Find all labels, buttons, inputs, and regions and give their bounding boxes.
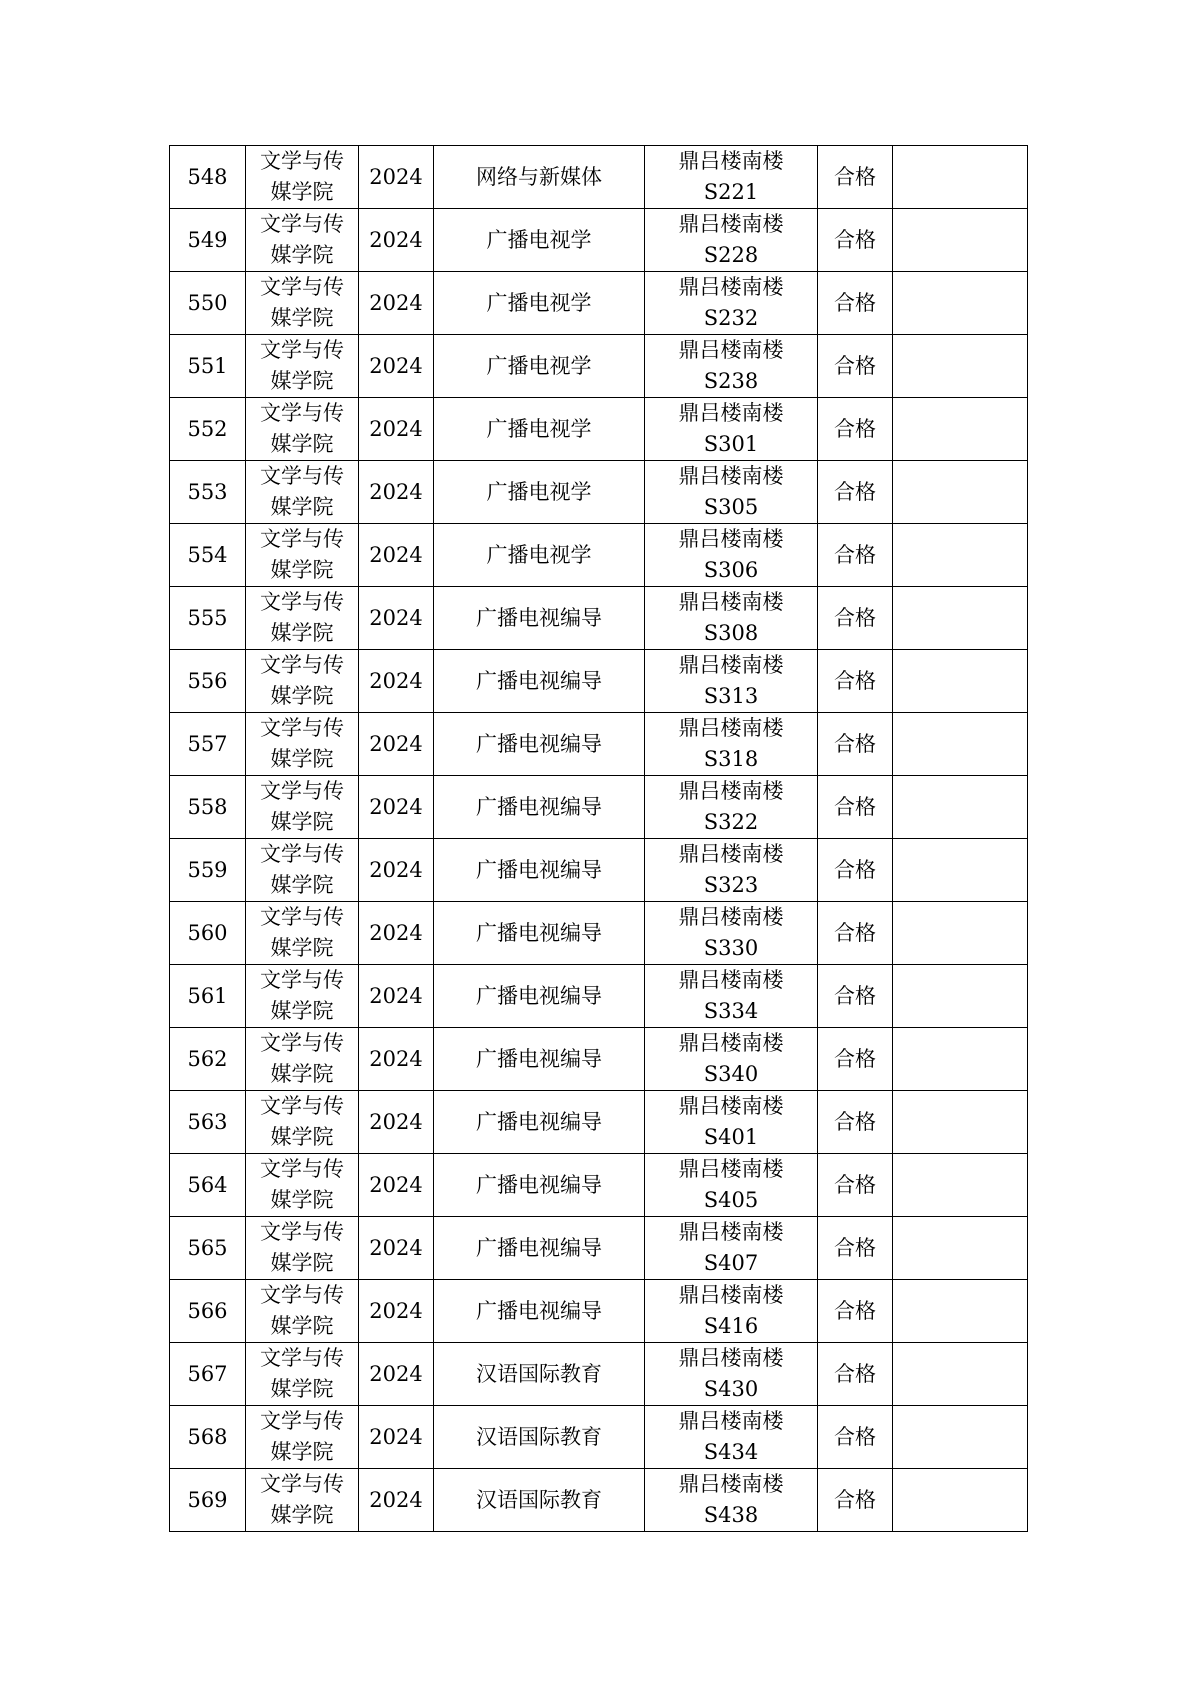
row-number-cell: 553: [170, 461, 246, 524]
year-cell: 2024: [359, 146, 434, 209]
year-cell: 2024: [359, 1280, 434, 1343]
note-cell: [893, 839, 1028, 902]
college-cell-line: 文学与传: [260, 212, 344, 236]
room-cell-line: S305: [703, 495, 759, 519]
room-cell-line: 鼎吕楼南楼: [678, 1409, 784, 1433]
college-cell-line: 媒学院: [270, 369, 334, 393]
row-number-cell: 562: [170, 1028, 246, 1091]
college-cell-line: 媒学院: [270, 1377, 334, 1401]
note-cell: [893, 1280, 1028, 1343]
table-row: [170, 776, 1028, 839]
major-cell: 广播电视学: [434, 461, 645, 524]
room-cell-line: 鼎吕楼南楼: [678, 338, 784, 362]
room-cell-line: S416: [703, 1314, 759, 1338]
result-cell: 合格: [818, 1091, 893, 1154]
college-cell-line: 媒学院: [270, 810, 334, 834]
note-cell: [893, 1028, 1028, 1091]
room-cell-line: S318: [703, 747, 759, 771]
college-cell-line: 文学与传: [260, 1409, 344, 1433]
room-cell-line: 鼎吕楼南楼: [678, 842, 784, 866]
result-cell: 合格: [818, 1217, 893, 1280]
row-number-cell: 548: [170, 146, 246, 209]
room-cell-line: S430: [703, 1377, 759, 1401]
row-number-cell: 552: [170, 398, 246, 461]
note-cell: [893, 398, 1028, 461]
major-cell: 网络与新媒体: [434, 146, 645, 209]
table-row: [170, 587, 1028, 650]
major-cell: 广播电视编导: [434, 839, 645, 902]
major-cell: 广播电视编导: [434, 1154, 645, 1217]
room-cell-line: S407: [703, 1251, 759, 1275]
note-cell: [893, 1091, 1028, 1154]
room-cell: [645, 587, 818, 650]
table-row: [170, 398, 1028, 461]
row-number-cell: 556: [170, 650, 246, 713]
room-cell: [645, 1028, 818, 1091]
year-cell: 2024: [359, 1217, 434, 1280]
room-cell-line: S322: [703, 810, 759, 834]
room-cell-line: 鼎吕楼南楼: [678, 527, 784, 551]
result-cell: 合格: [818, 713, 893, 776]
row-number-cell: 549: [170, 209, 246, 272]
room-cell-line: 鼎吕楼南楼: [678, 1157, 784, 1181]
year-cell: 2024: [359, 335, 434, 398]
college-cell-line: 媒学院: [270, 243, 334, 267]
year-cell: 2024: [359, 524, 434, 587]
college-cell: [246, 965, 359, 1028]
college-cell-line: 文学与传: [260, 779, 344, 803]
college-cell-line: 媒学院: [270, 1125, 334, 1149]
room-cell-line: 鼎吕楼南楼: [678, 590, 784, 614]
major-cell: 汉语国际教育: [434, 1469, 645, 1532]
year-cell: 2024: [359, 839, 434, 902]
result-cell: 合格: [818, 461, 893, 524]
college-cell-line: 媒学院: [270, 747, 334, 771]
year-cell: 2024: [359, 902, 434, 965]
major-cell: 广播电视编导: [434, 1217, 645, 1280]
major-cell: 汉语国际教育: [434, 1343, 645, 1406]
table-row: [170, 1280, 1028, 1343]
year-cell: 2024: [359, 965, 434, 1028]
major-cell: 广播电视编导: [434, 1028, 645, 1091]
table-row: [170, 650, 1028, 713]
result-cell: 合格: [818, 1406, 893, 1469]
result-cell: 合格: [818, 776, 893, 839]
college-cell: [246, 461, 359, 524]
college-cell: [246, 1343, 359, 1406]
note-cell: [893, 713, 1028, 776]
year-cell: 2024: [359, 587, 434, 650]
row-number-cell: 551: [170, 335, 246, 398]
college-cell: [246, 1091, 359, 1154]
college-cell-line: 文学与传: [260, 653, 344, 677]
room-cell: [645, 776, 818, 839]
note-cell: [893, 1217, 1028, 1280]
note-cell: [893, 335, 1028, 398]
college-cell-line: 媒学院: [270, 873, 334, 897]
year-cell: 2024: [359, 713, 434, 776]
row-number-cell: 558: [170, 776, 246, 839]
result-cell: 合格: [818, 335, 893, 398]
room-cell: [645, 146, 818, 209]
room-cell: [645, 902, 818, 965]
result-cell: 合格: [818, 902, 893, 965]
room-cell: [645, 839, 818, 902]
room-cell-line: 鼎吕楼南楼: [678, 212, 784, 236]
result-cell: 合格: [818, 1343, 893, 1406]
result-cell: 合格: [818, 209, 893, 272]
result-cell: 合格: [818, 1469, 893, 1532]
room-cell: [645, 524, 818, 587]
college-cell-line: 文学与传: [260, 1346, 344, 1370]
result-cell: 合格: [818, 146, 893, 209]
room-cell-line: S308: [703, 621, 759, 645]
college-cell: [246, 1469, 359, 1532]
college-cell-line: 文学与传: [260, 149, 344, 173]
table-row: [170, 1343, 1028, 1406]
year-cell: 2024: [359, 1091, 434, 1154]
table-row: [170, 335, 1028, 398]
table-row: [170, 1217, 1028, 1280]
college-cell-line: 文学与传: [260, 905, 344, 929]
college-cell: [246, 272, 359, 335]
college-cell-line: 媒学院: [270, 1188, 334, 1212]
year-cell: 2024: [359, 1469, 434, 1532]
table-body: [170, 146, 1028, 1532]
row-number-cell: 559: [170, 839, 246, 902]
row-number-cell: 557: [170, 713, 246, 776]
row-number-cell: 564: [170, 1154, 246, 1217]
room-cell-line: S221: [703, 180, 759, 204]
room-cell-line: 鼎吕楼南楼: [678, 1031, 784, 1055]
row-number-cell: 563: [170, 1091, 246, 1154]
major-cell: 广播电视编导: [434, 713, 645, 776]
college-cell-line: 文学与传: [260, 716, 344, 740]
row-number-cell: 565: [170, 1217, 246, 1280]
college-cell-line: 媒学院: [270, 1251, 334, 1275]
room-cell-line: 鼎吕楼南楼: [678, 1472, 784, 1496]
room-cell-line: S401: [703, 1125, 759, 1149]
note-cell: [893, 1406, 1028, 1469]
row-number-cell: 568: [170, 1406, 246, 1469]
room-cell: [645, 272, 818, 335]
row-number-cell: 566: [170, 1280, 246, 1343]
college-cell: [246, 1280, 359, 1343]
row-number-cell: 569: [170, 1469, 246, 1532]
major-cell: 广播电视学: [434, 209, 645, 272]
year-cell: 2024: [359, 272, 434, 335]
college-cell-line: 媒学院: [270, 432, 334, 456]
room-cell-line: S438: [703, 1503, 759, 1527]
college-cell: [246, 335, 359, 398]
table-row: [170, 713, 1028, 776]
college-cell-line: 媒学院: [270, 1440, 334, 1464]
room-cell: [645, 335, 818, 398]
room-cell-line: 鼎吕楼南楼: [678, 149, 784, 173]
table-row: [170, 461, 1028, 524]
college-cell-line: 文学与传: [260, 1283, 344, 1307]
room-cell-line: S340: [703, 1062, 759, 1086]
room-cell-line: 鼎吕楼南楼: [678, 1220, 784, 1244]
year-cell: 2024: [359, 1028, 434, 1091]
college-cell: [246, 1406, 359, 1469]
result-cell: 合格: [818, 524, 893, 587]
major-cell: 广播电视编导: [434, 650, 645, 713]
college-cell: [246, 146, 359, 209]
room-cell: [645, 1406, 818, 1469]
year-cell: 2024: [359, 1343, 434, 1406]
room-cell-line: 鼎吕楼南楼: [678, 779, 784, 803]
room-cell: [645, 1091, 818, 1154]
college-cell: [246, 524, 359, 587]
college-cell-line: 媒学院: [270, 621, 334, 645]
college-cell-line: 文学与传: [260, 1031, 344, 1055]
college-cell-line: 文学与传: [260, 1094, 344, 1118]
college-cell: [246, 1028, 359, 1091]
major-cell: 广播电视编导: [434, 776, 645, 839]
table-row: [170, 1091, 1028, 1154]
result-cell: 合格: [818, 272, 893, 335]
room-cell: [645, 1154, 818, 1217]
year-cell: 2024: [359, 1154, 434, 1217]
college-cell: [246, 776, 359, 839]
note-cell: [893, 524, 1028, 587]
note-cell: [893, 146, 1028, 209]
room-cell-line: S306: [703, 558, 759, 582]
row-number-cell: 567: [170, 1343, 246, 1406]
note-cell: [893, 209, 1028, 272]
row-number-cell: 555: [170, 587, 246, 650]
college-cell-line: 文学与传: [260, 1157, 344, 1181]
room-cell: [645, 461, 818, 524]
room-cell-line: S313: [703, 684, 759, 708]
college-cell: [246, 398, 359, 461]
room-cell-line: S232: [703, 306, 759, 330]
note-cell: [893, 1154, 1028, 1217]
major-cell: 广播电视编导: [434, 587, 645, 650]
room-cell-line: 鼎吕楼南楼: [678, 401, 784, 425]
table-row: [170, 1028, 1028, 1091]
room-cell-line: 鼎吕楼南楼: [678, 1346, 784, 1370]
college-cell-line: 媒学院: [270, 558, 334, 582]
result-cell: 合格: [818, 839, 893, 902]
room-cell-line: 鼎吕楼南楼: [678, 464, 784, 488]
college-cell-line: 媒学院: [270, 495, 334, 519]
major-cell: 广播电视编导: [434, 1091, 645, 1154]
note-cell: [893, 272, 1028, 335]
room-cell: [645, 1343, 818, 1406]
room-cell: [645, 650, 818, 713]
table-row: [170, 524, 1028, 587]
year-cell: 2024: [359, 461, 434, 524]
college-cell: [246, 587, 359, 650]
college-cell-line: 文学与传: [260, 464, 344, 488]
room-cell-line: 鼎吕楼南楼: [678, 1094, 784, 1118]
college-cell: [246, 1217, 359, 1280]
room-cell-line: S228: [703, 243, 759, 267]
room-cell-line: S405: [703, 1188, 759, 1212]
table-row: [170, 965, 1028, 1028]
note-cell: [893, 1343, 1028, 1406]
row-number-cell: 554: [170, 524, 246, 587]
row-number-cell: 561: [170, 965, 246, 1028]
major-cell: 广播电视编导: [434, 902, 645, 965]
major-cell: 广播电视学: [434, 335, 645, 398]
note-cell: [893, 902, 1028, 965]
room-cell-line: 鼎吕楼南楼: [678, 1283, 784, 1307]
college-cell-line: 文学与传: [260, 527, 344, 551]
room-cell: [645, 713, 818, 776]
result-cell: 合格: [818, 1154, 893, 1217]
year-cell: 2024: [359, 1406, 434, 1469]
college-cell: [246, 1154, 359, 1217]
result-cell: 合格: [818, 1028, 893, 1091]
college-cell-line: 文学与传: [260, 590, 344, 614]
college-cell-line: 文学与传: [260, 842, 344, 866]
college-cell: [246, 650, 359, 713]
college-cell-line: 文学与传: [260, 968, 344, 992]
table-row: [170, 146, 1028, 209]
room-cell: [645, 1217, 818, 1280]
college-cell-line: 媒学院: [270, 684, 334, 708]
note-cell: [893, 965, 1028, 1028]
table-row: [170, 839, 1028, 902]
room-cell-line: S323: [703, 873, 759, 897]
result-cell: 合格: [818, 398, 893, 461]
major-cell: 广播电视学: [434, 398, 645, 461]
major-cell: 广播电视编导: [434, 1280, 645, 1343]
table-row: [170, 1406, 1028, 1469]
room-cell: [645, 965, 818, 1028]
year-cell: 2024: [359, 776, 434, 839]
room-cell-line: 鼎吕楼南楼: [678, 716, 784, 740]
room-cell: [645, 398, 818, 461]
result-cell: 合格: [818, 587, 893, 650]
college-cell-line: 媒学院: [270, 1503, 334, 1527]
year-cell: 2024: [359, 650, 434, 713]
table-row: [170, 209, 1028, 272]
college-cell: [246, 713, 359, 776]
college-cell-line: 文学与传: [260, 1472, 344, 1496]
room-cell-line: S238: [703, 369, 759, 393]
room-cell-line: 鼎吕楼南楼: [678, 968, 784, 992]
major-cell: 广播电视学: [434, 272, 645, 335]
college-cell-line: 媒学院: [270, 1062, 334, 1086]
room-cell-line: S301: [703, 432, 759, 456]
college-cell-line: 文学与传: [260, 338, 344, 362]
note-cell: [893, 650, 1028, 713]
room-cell: [645, 209, 818, 272]
table-row: [170, 272, 1028, 335]
note-cell: [893, 461, 1028, 524]
major-cell: 广播电视学: [434, 524, 645, 587]
college-cell-line: 文学与传: [260, 1220, 344, 1244]
row-number-cell: 550: [170, 272, 246, 335]
college-cell-line: 文学与传: [260, 401, 344, 425]
college-cell: [246, 839, 359, 902]
room-cell: [645, 1280, 818, 1343]
college-cell-line: 媒学院: [270, 306, 334, 330]
college-cell-line: 媒学院: [270, 936, 334, 960]
room-cell: [645, 1469, 818, 1532]
room-cell-line: 鼎吕楼南楼: [678, 905, 784, 929]
major-cell: 广播电视编导: [434, 965, 645, 1028]
major-cell: 汉语国际教育: [434, 1406, 645, 1469]
inspection-record-table: [169, 145, 1028, 1532]
college-cell: [246, 902, 359, 965]
room-cell-line: S330: [703, 936, 759, 960]
table-row: [170, 902, 1028, 965]
college-cell-line: 媒学院: [270, 999, 334, 1023]
room-cell-line: 鼎吕楼南楼: [678, 653, 784, 677]
year-cell: 2024: [359, 209, 434, 272]
college-cell-line: 文学与传: [260, 275, 344, 299]
college-cell: [246, 209, 359, 272]
result-cell: 合格: [818, 1280, 893, 1343]
result-cell: 合格: [818, 965, 893, 1028]
note-cell: [893, 587, 1028, 650]
year-cell: 2024: [359, 398, 434, 461]
note-cell: [893, 1469, 1028, 1532]
college-cell-line: 媒学院: [270, 1314, 334, 1338]
room-cell-line: S434: [703, 1440, 759, 1464]
room-cell-line: S334: [703, 999, 759, 1023]
note-cell: [893, 776, 1028, 839]
row-number-cell: 560: [170, 902, 246, 965]
table-row: [170, 1469, 1028, 1532]
result-cell: 合格: [818, 650, 893, 713]
room-cell-line: 鼎吕楼南楼: [678, 275, 784, 299]
college-cell-line: 媒学院: [270, 180, 334, 204]
table-row: [170, 1154, 1028, 1217]
